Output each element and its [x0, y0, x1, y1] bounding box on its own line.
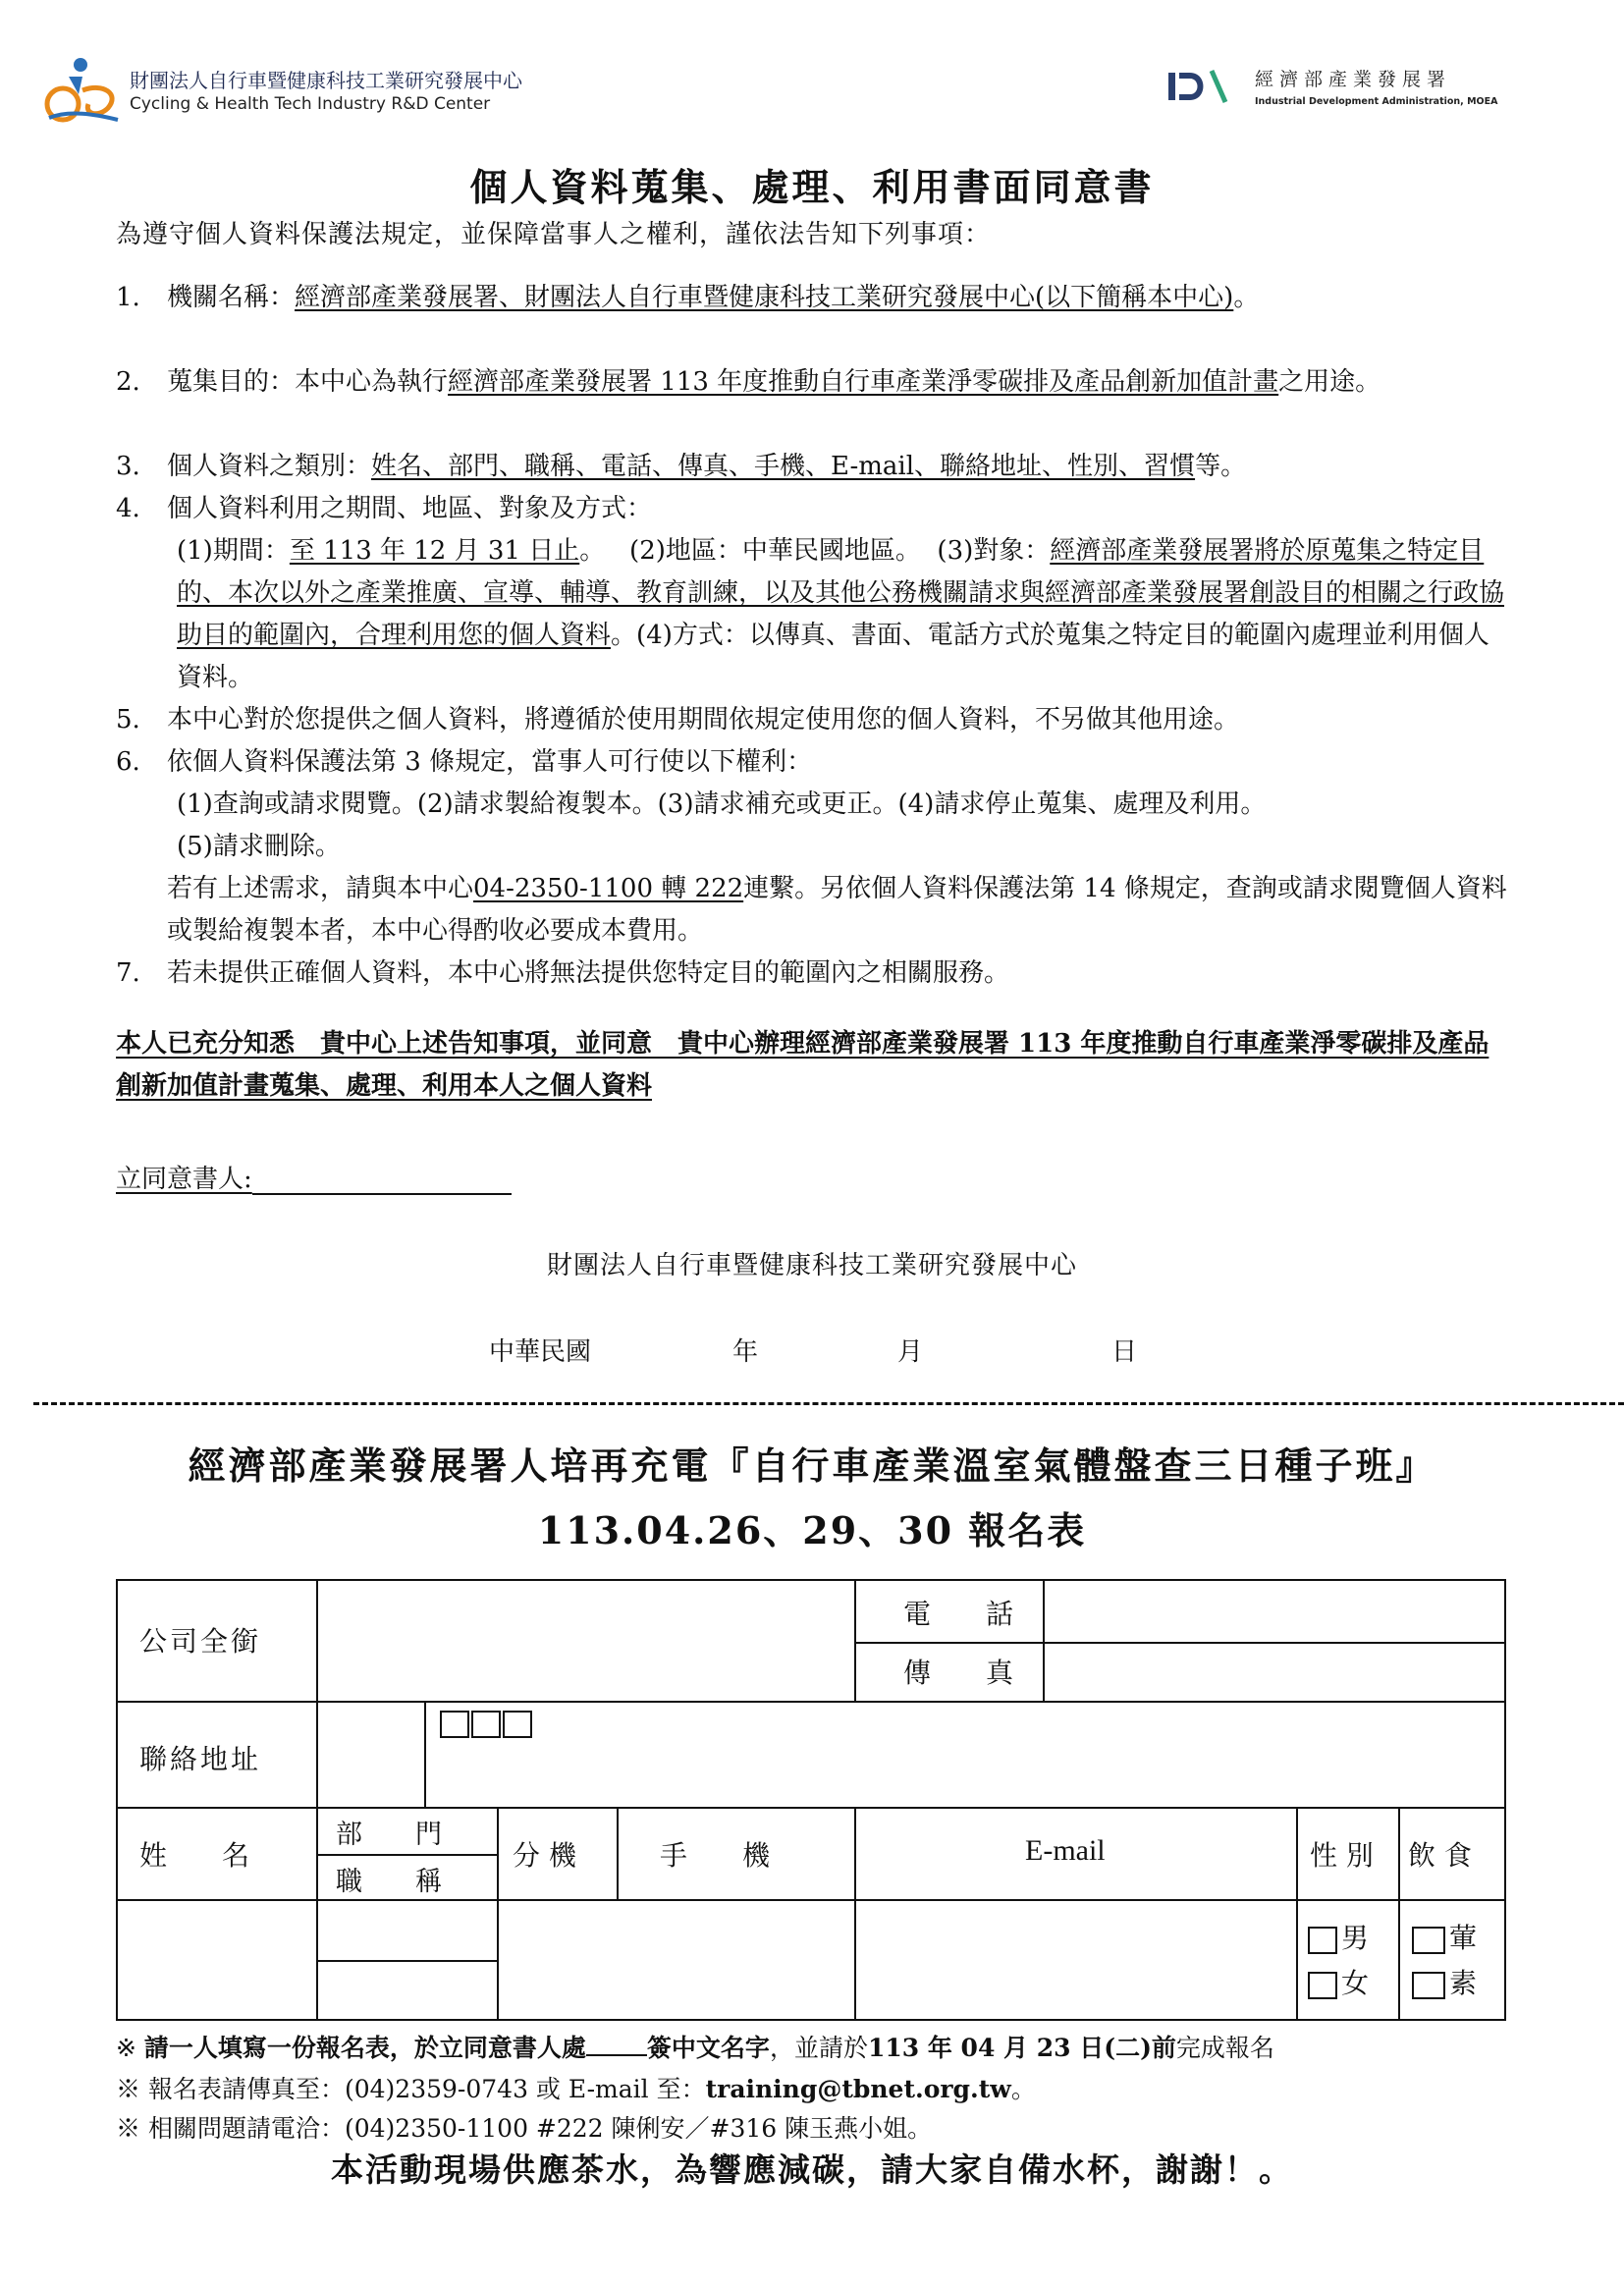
- period-value: 至 113 年 12 月 31 日止: [289, 536, 580, 566]
- diet-veg-option[interactable]: [1412, 1962, 1477, 2001]
- date-month: 月: [897, 1337, 924, 1367]
- note-text: ，並請於: [769, 2034, 868, 2062]
- table-line: [854, 1807, 856, 2021]
- item-text-end: 之用途。: [1278, 367, 1381, 397]
- signer-row: [116, 1159, 512, 1195]
- table-line: [497, 1807, 499, 2021]
- item-number: 1.: [116, 283, 140, 312]
- note-mark-icon: ※: [116, 2075, 141, 2103]
- left-org-name-en: Cycling & Health Tech Industry R&D Center: [130, 94, 491, 114]
- diet-label: 飲 食: [1408, 1839, 1472, 1872]
- region-text: (2)地區：中華民國地區。: [629, 536, 921, 566]
- cut-line-divider: [33, 1402, 1624, 1405]
- consent-item-3: [116, 446, 1510, 488]
- note-text: 請一人填寫一份報名表，於立同意書人處: [143, 2034, 586, 2062]
- item-text: 機關名稱：: [167, 283, 296, 312]
- note-text: 報名表請傳真至：(04)2359-0743 或 E-mail 至：: [147, 2075, 706, 2103]
- registration-form-table: [116, 1579, 1506, 2021]
- item-text: 個人資料之類別：: [167, 452, 372, 481]
- consent-item-6: [116, 741, 1510, 784]
- item-underlined-text: 經濟部產業發展署 113 年度推動自行車產業淨零碳排及產品創新加值計畫: [448, 367, 1279, 397]
- gender-label: 性 別: [1310, 1839, 1374, 1872]
- item6-rights-2: (5)請求刪除。: [177, 832, 341, 861]
- consent-title: 個人資料蒐集、處理、利用書面同意書: [469, 165, 1155, 209]
- table-line: [316, 1581, 318, 2021]
- note-deadline: 113 年 04 月 23 日(二)前: [867, 2034, 1176, 2062]
- dept-input[interactable]: [320, 1901, 495, 1958]
- cycling-center-logo: [39, 51, 522, 126]
- item-text: 本中心對於您提供之個人資料，將遵循於使用期間依規定使用您的個人資料，不另做其他用途。: [167, 705, 1240, 734]
- item6-contact: [167, 868, 1512, 952]
- consent-item-5: [116, 699, 1510, 741]
- note-text: 簽中文名字: [646, 2034, 770, 2062]
- item-number: 4.: [116, 494, 140, 523]
- consent-item-1: [116, 277, 1510, 361]
- signer-label: 立同意書人:: [116, 1165, 252, 1194]
- target-label: (3)對象：: [937, 536, 1051, 566]
- final-note: 本活動現場供應茶水，為響應減碳，請大家自備水杯，謝謝！。: [331, 2150, 1293, 2189]
- item-number: 2.: [116, 367, 140, 397]
- name-label: 姓 名: [139, 1839, 250, 1872]
- checkbox[interactable]: [1412, 1972, 1445, 1999]
- date-day: 日: [1111, 1337, 1138, 1367]
- registration-subtitle: 113.04.26、29、30 報名表: [537, 1508, 1087, 1552]
- note-mark-icon: ※: [116, 2114, 141, 2143]
- note-1: [116, 2029, 1274, 2064]
- period-label: (1)期間：: [177, 536, 290, 566]
- meat-label: 葷: [1449, 1922, 1478, 1954]
- postal-box[interactable]: [440, 1711, 469, 1738]
- contact-phone: 04-2350-1100 轉 222: [473, 874, 744, 903]
- ida-emblem-icon: [1164, 65, 1243, 108]
- note-text: 完成報名: [1175, 2034, 1274, 2062]
- note-2: [116, 2070, 1036, 2105]
- item-number: 7.: [116, 958, 140, 988]
- consent-statement: 本人已充分知悉 貴中心上述告知事項，並同意 貴中心辦理經濟部產業發展署 113 年度推動自行車產業淨零碳排及產品創新加值計畫蒐集、處理、利用本人之個人資料: [116, 1029, 1489, 1101]
- note-text: 。: [1010, 2075, 1036, 2103]
- org-signature: 財團法人自行車暨健康科技工業研究發展中心: [546, 1251, 1077, 1280]
- consent-intro: 為遵守個人資料保護法規定，並保障當事人之權利，謹依法告知下列事項：: [116, 220, 992, 249]
- table-line: [1043, 1581, 1045, 1701]
- item-number: 6.: [116, 747, 140, 777]
- postal-code-boxes[interactable]: [440, 1711, 536, 1738]
- consent-item-2: [116, 361, 1510, 446]
- address-extra-cell[interactable]: [320, 1703, 422, 1805]
- right-org-name-zh: 經濟部產業發展署: [1255, 69, 1452, 90]
- ext-mobile-input[interactable]: [501, 1901, 852, 2019]
- fax-label: 傳 真: [903, 1657, 1014, 1689]
- table-line: [1296, 1807, 1298, 2021]
- ida-logo: [1164, 59, 1587, 118]
- company-input[interactable]: [320, 1583, 852, 1699]
- item-number: 5.: [116, 705, 140, 734]
- item-text: 依個人資料保護法第 3 條規定，當事人可行使以下權利：: [167, 747, 813, 777]
- target-end: 。: [611, 621, 637, 650]
- email-input[interactable]: [858, 1901, 1294, 2019]
- contact-text: 若有上述需求，請與本中心: [167, 874, 474, 903]
- left-org-name-zh: 財團法人自行車暨健康科技工業研究發展中心: [130, 69, 522, 92]
- checkbox[interactable]: [1308, 1927, 1337, 1954]
- cycling-center-emblem-icon: [39, 51, 124, 126]
- item-text-end: 等。: [1195, 452, 1247, 481]
- mobile-label: 手 機: [660, 1839, 771, 1872]
- ext-label: 分 機: [513, 1839, 576, 1872]
- item-number: 3.: [116, 452, 140, 481]
- email-label: E-mail: [1025, 1834, 1106, 1867]
- table-line: [1398, 1807, 1400, 2021]
- item-text: 個人資料利用之期間、地區、對象及方式：: [167, 494, 653, 523]
- gender-female-option[interactable]: [1308, 1962, 1369, 2001]
- female-label: 女: [1341, 1967, 1370, 1999]
- period-end: 。: [579, 536, 606, 566]
- checkbox[interactable]: [1308, 1972, 1337, 1999]
- dept-label: 部 門: [336, 1820, 442, 1850]
- title-input[interactable]: [320, 1962, 495, 2019]
- target-value: 經濟部產業發展署將於原蒐集之特定目的、本次以外之產業推廣、宣導、輔導、教育訓練，以及其他公務機關請求與經濟部產業發展署創設目的相關之行政協助目的範圍內，合理利用您的個人資料: [177, 536, 1505, 650]
- note-blank: [586, 2035, 647, 2056]
- note-mark-icon: ※: [116, 2034, 136, 2062]
- date-era: 中華民國: [489, 1337, 592, 1367]
- company-label: 公司全銜: [139, 1625, 262, 1658]
- item-text-end: 。: [1233, 283, 1260, 312]
- gender-male-option[interactable]: [1308, 1917, 1369, 1956]
- consent-item-7: [116, 952, 1510, 995]
- date-year: 年: [732, 1337, 759, 1367]
- item4-detail: [177, 530, 1512, 699]
- name-input[interactable]: [120, 1901, 314, 2019]
- fax-input[interactable]: [1047, 1644, 1504, 1699]
- right-org-name-en: Industrial Development Administration, MOEA: [1255, 96, 1498, 107]
- item-underlined-text: 姓名、部門、職稱、電話、傳真、手機、E-mail、聯絡地址、性別、習慣: [371, 452, 1196, 481]
- email-link[interactable]: training@tbnet.org.tw: [705, 2075, 1011, 2103]
- phone-input[interactable]: [1047, 1583, 1504, 1640]
- checkbox[interactable]: [1412, 1927, 1445, 1954]
- table-line: [424, 1701, 426, 1807]
- male-label: 男: [1341, 1922, 1370, 1954]
- note-text: 相關問題請電洽：(04)2350-1100 #222 陳俐安／#316 陳玉燕小姐。: [147, 2114, 933, 2143]
- item-underlined-text: 經濟部產業發展署、財團法人自行車暨健康科技工業研究發展中心(以下簡稱本中心): [295, 283, 1234, 312]
- phone-label: 電 話: [903, 1598, 1014, 1630]
- registration-title: 經濟部產業發展署人培再充電『自行車產業溫室氣體盤查三日種子班』: [188, 1443, 1436, 1488]
- postal-box[interactable]: [503, 1711, 532, 1738]
- item-text: 若未提供正確個人資料，本中心將無法提供您特定目的範圍內之相關服務。: [167, 958, 1010, 988]
- signature-line[interactable]: [252, 1168, 512, 1195]
- title-label: 職 稱: [336, 1867, 442, 1897]
- table-line: [854, 1581, 856, 1701]
- table-line: [617, 1807, 619, 1899]
- consent-item-4: [116, 488, 1510, 530]
- address-label: 聯絡地址: [139, 1743, 262, 1775]
- veg-label: 素: [1449, 1967, 1478, 1999]
- postal-box[interactable]: [471, 1711, 501, 1738]
- contact-text-end: 連繫。另依個人資料保護法第 14 條規定，查詢或請求閱覽個人資料或製給複製本者，本中心得酌收必要成本費用。: [167, 874, 1507, 946]
- item-text: 蒐集目的：本中心為執行: [167, 367, 449, 397]
- method-text: (4)方式：以傳真、書面、電話方式於蒐集之特定目的範圍內處理並利用個人資料。: [177, 621, 1489, 692]
- diet-meat-option[interactable]: [1412, 1917, 1477, 1956]
- item6-rights: (1)查詢或請求閱覽。(2)請求製給複製本。(3)請求補充或更正。(4)請求停止蒐集、處理及利用。: [177, 789, 1267, 819]
- note-3: [116, 2109, 932, 2145]
- table-line: [318, 1854, 499, 1856]
